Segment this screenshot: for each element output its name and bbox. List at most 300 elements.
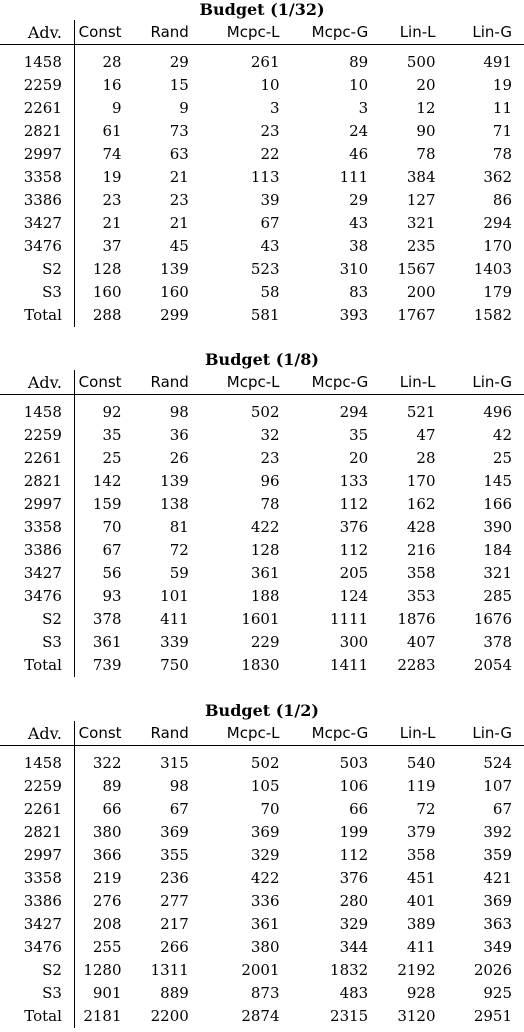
table-cell: 78 [260,495,280,513]
table-cell: 422 [250,518,280,536]
table-row [0,304,524,327]
row-label: S3 [0,982,74,1005]
table-cell: 502 [250,754,280,772]
table-cell: 21 [169,168,189,186]
table-row [0,424,524,447]
table-cell: 128 [250,541,280,559]
row-label: 2997 [0,143,74,166]
table-row [0,212,524,235]
table-cell: 496 [483,403,512,421]
table-cell: 81 [169,518,189,536]
table-cell: 750 [160,656,189,674]
table-cell: 46 [349,145,369,163]
table-cell: 2283 [397,656,436,674]
table-cell: 47 [416,426,436,444]
table-cell: 321 [406,214,436,232]
table-cell: 63 [169,145,189,163]
table-cell: 67 [260,214,280,232]
table-cell: 10 [260,76,280,94]
column-header-mcpc-l: Mcpc-L [201,370,292,395]
table-cell: 2951 [473,1007,512,1025]
table-cell: 411 [406,938,436,956]
table-cell: 359 [483,846,512,864]
table-cell: 208 [92,915,122,933]
table-cell: 428 [406,518,436,536]
table-title: Budget (1/32) [199,0,325,19]
table-cell: 3 [269,99,280,117]
table-cell: 362 [483,168,512,186]
table-cell: 70 [102,518,122,536]
table-cell: 2181 [83,1007,122,1025]
table-cell: 401 [406,892,436,910]
column-header-mcpc-l: Mcpc-L [201,20,292,45]
table-cell: 160 [92,283,122,301]
table-cell: 24 [349,122,369,140]
table-cell: 112 [339,541,369,559]
table-cell: 70 [260,800,280,818]
table-cell: 138 [160,495,189,513]
table-cell: 294 [483,214,512,232]
table-row [0,746,524,776]
row-label: 3476 [0,585,74,608]
table-cell: 285 [483,587,512,605]
table-cell: 20 [349,449,369,467]
table-cell: 376 [339,869,369,887]
table-cell: 23 [260,449,280,467]
table-cell: 349 [483,938,512,956]
table-title: Budget (1/2) [205,701,319,720]
row-label: S2 [0,608,74,631]
table-cell: 2192 [397,961,436,979]
table-cell: 59 [169,564,189,582]
table-row [0,631,524,654]
table-cell: 25 [102,449,122,467]
column-header-mcpc-g: Mcpc-G [292,20,381,45]
table-cell: 29 [349,191,369,209]
table-cell: 127 [406,191,436,209]
table-cell: 361 [92,633,122,651]
table-cell: 390 [483,518,512,536]
column-header-mcpc-g: Mcpc-G [292,370,381,395]
row-label: 2821 [0,120,74,143]
table-cell: 199 [339,823,369,841]
table-cell: 36 [169,426,189,444]
table-cell: 1676 [473,610,512,628]
table-cell: 38 [349,237,369,255]
row-label: 2261 [0,798,74,821]
row-label: 3476 [0,936,74,959]
table-cell: 22 [260,145,280,163]
results-table [0,721,524,1028]
table-cell: 58 [260,283,280,301]
table-cell: 16 [102,76,122,94]
table-cell: 37 [102,237,122,255]
row-label: 2259 [0,74,74,97]
row-label: 3386 [0,189,74,212]
table-cell: 1403 [473,260,512,278]
table-block-3 [0,701,524,1031]
table-cell: 128 [92,260,122,278]
row-label: S3 [0,281,74,304]
table-cell: 10 [349,76,369,94]
table-cell: 2001 [241,961,280,979]
table-cell: 355 [160,846,189,864]
table-cell: 369 [483,892,512,910]
table-cell: 219 [92,869,122,887]
table-cell: 107 [483,777,512,795]
column-header-lin-g: Lin-G [448,20,524,45]
table-cell: 1876 [397,610,436,628]
table-cell: 524 [483,754,512,772]
row-label: 1458 [0,45,74,75]
table-cell: 1601 [241,610,280,628]
table-cell: 162 [406,495,436,513]
header-row [0,370,524,395]
row-label: 3358 [0,166,74,189]
table-cell: 294 [339,403,369,421]
row-label: 2259 [0,775,74,798]
header-row [0,20,524,45]
table-cell: 1567 [397,260,436,278]
table-cell: 503 [339,754,369,772]
table-row [0,798,524,821]
table-cell: 83 [349,283,369,301]
table-cell: 89 [102,777,122,795]
table-cell: 28 [416,449,436,467]
table-cell: 540 [406,754,436,772]
table-cell: 483 [339,984,369,1002]
table-row [0,45,524,75]
table-cell: 66 [349,800,369,818]
table-cell: 35 [102,426,122,444]
row-label: 2997 [0,844,74,867]
table-cell: 1411 [330,656,369,674]
table-cell: 2026 [473,961,512,979]
table-row [0,539,524,562]
table-cell: 21 [102,214,122,232]
table-cell: 188 [250,587,280,605]
table-cell: 96 [260,472,280,490]
row-label: 1458 [0,746,74,776]
table-cell: 339 [160,633,189,651]
table-cell: 2315 [330,1007,369,1025]
table-cell: 521 [406,403,436,421]
table-cell: 93 [102,587,122,605]
row-label: S2 [0,258,74,281]
row-label: 3427 [0,913,74,936]
table-cell: 407 [406,633,436,651]
table-block-2 [0,350,524,680]
table-cell: 111 [339,168,369,186]
column-header-adv: Adv. [0,20,74,45]
row-label: 2821 [0,821,74,844]
table-cell: 67 [492,800,512,818]
table-cell: 61 [102,122,122,140]
table-cell: 1311 [150,961,189,979]
column-header-lin-g: Lin-G [448,370,524,395]
column-header-const: Const [74,721,133,746]
table-cell: 45 [169,237,189,255]
table-cell: 235 [406,237,436,255]
table-cell: 160 [160,283,189,301]
table-cell: 300 [339,633,369,651]
table-cell: 873 [250,984,280,1002]
row-label: 2821 [0,470,74,493]
table-cell: 35 [349,426,369,444]
table-cell: 329 [339,915,369,933]
table-cell: 336 [250,892,280,910]
table-cell: 366 [92,846,122,864]
table-cell: 112 [339,846,369,864]
table-cell: 261 [250,53,280,71]
table-cell: 19 [492,76,512,94]
table-cell: 205 [339,564,369,582]
row-label: 3427 [0,562,74,585]
table-cell: 376 [339,518,369,536]
table-row [0,959,524,982]
table-cell: 78 [416,145,436,163]
table-row [0,470,524,493]
table-cell: 384 [406,168,436,186]
table-cell: 369 [160,823,189,841]
table-cell: 43 [260,237,280,255]
row-label: Total [0,1005,74,1028]
table-cell: 358 [406,846,436,864]
table-row [0,585,524,608]
table-cell: 277 [160,892,189,910]
table-cell: 389 [406,915,436,933]
table-cell: 288 [92,306,122,324]
table-cell: 422 [250,869,280,887]
column-header-lin-l: Lin-L [380,370,447,395]
table-row [0,493,524,516]
table-cell: 66 [102,800,122,818]
row-label: 3476 [0,235,74,258]
table-row [0,562,524,585]
table-cell: 11 [492,99,512,117]
table-cell: 90 [416,122,436,140]
table-cell: 901 [92,984,122,1002]
table-row [0,936,524,959]
table-cell: 12 [416,99,436,117]
table-cell: 2054 [473,656,512,674]
table-cell: 502 [250,403,280,421]
table-cell: 299 [160,306,189,324]
row-label: Total [0,654,74,677]
header-row [0,721,524,746]
table-cell: 329 [250,846,280,864]
table-row [0,775,524,798]
table-cell: 98 [169,777,189,795]
table-cell: 139 [160,260,189,278]
table-cell: 369 [250,823,280,841]
column-header-lin-l: Lin-L [380,721,447,746]
table-cell: 142 [92,472,122,490]
row-label: 3386 [0,890,74,913]
table-cell: 1830 [241,656,280,674]
table-cell: 159 [92,495,122,513]
table-row [0,395,524,425]
table-cell: 124 [339,587,369,605]
table-cell: 889 [160,984,189,1002]
table-row [0,97,524,120]
table-cell: 353 [406,587,436,605]
table-cell: 361 [250,564,280,582]
table-row [0,166,524,189]
table-cell: 15 [169,76,189,94]
table-row [0,447,524,470]
table-cell: 378 [483,633,512,651]
table-cell: 928 [406,984,436,1002]
table-cell: 361 [250,915,280,933]
table-cell: 28 [102,53,122,71]
table-cell: 43 [349,214,369,232]
table-row [0,1005,524,1028]
table-cell: 9 [179,99,189,117]
table-cell: 3 [358,99,369,117]
table-cell: 92 [102,403,122,421]
table-cell: 39 [260,191,280,209]
table-row [0,74,524,97]
table-cell: 42 [492,426,512,444]
row-label: Total [0,304,74,327]
column-header-adv: Adv. [0,721,74,746]
table-cell: 2874 [241,1007,280,1025]
table-title: Budget (1/8) [205,350,319,369]
table-cell: 72 [169,541,189,559]
table-cell: 266 [160,938,189,956]
row-label: S2 [0,959,74,982]
table-row [0,982,524,1005]
table-cell: 380 [92,823,122,841]
table-row [0,189,524,212]
table-row [0,143,524,166]
results-table [0,370,524,677]
table-cell: 9 [111,99,122,117]
table-row [0,890,524,913]
table-cell: 310 [339,260,369,278]
row-label: 2261 [0,447,74,470]
column-header-const: Const [74,370,133,395]
table-cell: 23 [260,122,280,140]
table-cell: 23 [169,191,189,209]
table-cell: 321 [483,564,512,582]
table-cell: 378 [92,610,122,628]
table-cell: 217 [160,915,189,933]
column-header-mcpc-l: Mcpc-L [201,721,292,746]
row-label: 2997 [0,493,74,516]
table-cell: 1832 [330,961,369,979]
row-label: 3358 [0,516,74,539]
table-row [0,608,524,631]
table-row [0,654,524,677]
table-cell: 392 [483,823,512,841]
table-cell: 133 [339,472,369,490]
table-row [0,120,524,143]
table-cell: 29 [169,53,189,71]
table-cell: 363 [483,915,512,933]
table-cell: 200 [406,283,436,301]
table-row [0,281,524,304]
table-cell: 86 [492,191,512,209]
table-cell: 229 [250,633,280,651]
table-cell: 112 [339,495,369,513]
table-row [0,913,524,936]
column-header-mcpc-g: Mcpc-G [292,721,381,746]
table-cell: 1280 [83,961,122,979]
row-label: 1458 [0,395,74,425]
column-header-rand: Rand [134,370,201,395]
table-cell: 500 [406,53,436,71]
row-label: S3 [0,631,74,654]
table-cell: 380 [250,938,280,956]
table-cell: 3120 [397,1007,436,1025]
table-cell: 451 [406,869,436,887]
table-row [0,844,524,867]
table-cell: 105 [250,777,280,795]
table-cell: 78 [492,145,512,163]
table-cell: 739 [92,656,122,674]
table-row [0,821,524,844]
table-cell: 255 [92,938,122,956]
table-cell: 236 [160,869,189,887]
table-cell: 1582 [473,306,512,324]
table-cell: 581 [250,306,280,324]
table-cell: 1767 [397,306,436,324]
table-cell: 106 [339,777,369,795]
table-cell: 216 [406,541,436,559]
table-cell: 166 [483,495,512,513]
table-cell: 1111 [330,610,369,628]
table-cell: 379 [406,823,436,841]
table-cell: 170 [406,472,436,490]
table-cell: 21 [169,214,189,232]
table-cell: 411 [160,610,189,628]
table-cell: 393 [339,306,369,324]
table-cell: 98 [169,403,189,421]
results-table [0,20,524,327]
table-cell: 74 [102,145,122,163]
table-row [0,258,524,281]
table-cell: 72 [416,800,436,818]
row-label: 3386 [0,539,74,562]
table-cell: 56 [102,564,122,582]
column-header-const: Const [74,20,133,45]
table-cell: 26 [169,449,189,467]
table-row [0,235,524,258]
table-cell: 179 [483,283,512,301]
table-cell: 25 [492,449,512,467]
table-row [0,867,524,890]
table-cell: 67 [169,800,189,818]
table-cell: 170 [483,237,512,255]
table-cell: 925 [483,984,512,1002]
column-header-adv: Adv. [0,370,74,395]
table-cell: 2200 [150,1007,189,1025]
table-cell: 89 [349,53,369,71]
table-block-1 [0,0,524,330]
table-cell: 344 [339,938,369,956]
column-header-rand: Rand [134,721,201,746]
table-cell: 145 [483,472,512,490]
table-cell: 421 [483,869,512,887]
table-cell: 32 [260,426,280,444]
table-cell: 73 [169,122,189,140]
table-cell: 19 [102,168,122,186]
row-label: 2259 [0,424,74,447]
table-cell: 113 [250,168,280,186]
table-cell: 280 [339,892,369,910]
